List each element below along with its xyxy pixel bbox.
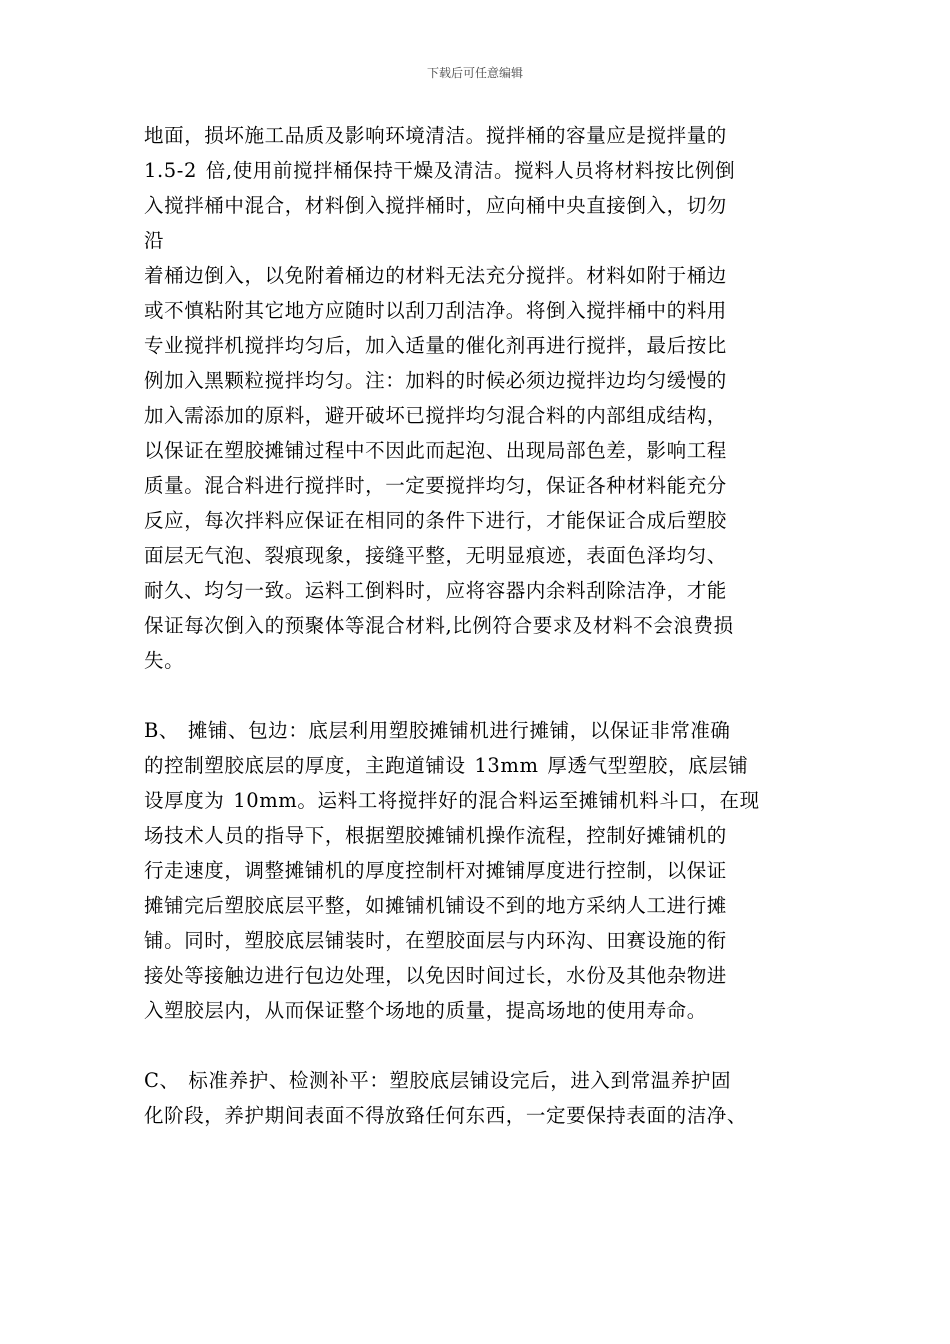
text-line: 地面，损坏施工品质及影响环境清洁。搅拌桶的容量应是搅拌量的 (144, 124, 727, 147)
text-line: 沿 (144, 229, 165, 252)
text-line: 铺。同时，塑胶底层铺装时，在塑胶面层与内环沟、田赛设施的衔 (144, 929, 727, 952)
text-line: 行走速度，调整摊铺机的厚度控制杆对摊铺厚度进行控制，以保证 (144, 859, 727, 882)
text-line: 耐久、均匀一致。运料工倒料时，应将容器内余料刮除洁净，才能 (144, 579, 727, 602)
text-line: 质量。混合料进行搅拌时，一定要搅拌均匀，保证各种材料能充分 (144, 474, 727, 497)
text-line: 面层无气泡、裂痕现象，接缝平整，无明显痕迹，表面色泽均匀、 (144, 544, 727, 567)
text-line: 反应，每次拌料应保证在相同的条件下进行，才能保证合成后塑胶 (144, 509, 727, 532)
text-line: 1.5-2 倍,使用前搅拌桶保持干燥及清洁。搅料人员将材料按比例倒 (144, 159, 736, 182)
text-line: 专业搅拌机搅拌均匀后，加入适量的催化剂再进行搅拌，最后按比 (144, 334, 727, 357)
document-body (144, 118, 809, 1133)
text-line: 的控制塑胶底层的厚度，主跑道铺设 13mm 厚透气型塑胶，底层铺 (144, 754, 749, 777)
paragraph-gap (144, 678, 809, 713)
text-line: 化阶段，养护期间表面不得放臵任何东西，一定要保持表面的洁净、 (144, 1104, 748, 1127)
text-line: 着桶边倒入，以免附着桶边的材料无法充分搅拌。材料如附于桶边 (144, 264, 727, 287)
text-line: 失。 (144, 649, 185, 672)
text-line: B、 摊铺、包边：底层利用塑胶摊铺机进行摊铺，以保证非常准确 (144, 719, 731, 742)
paragraph-section-b (144, 713, 809, 1028)
paragraph-gap (144, 1028, 809, 1063)
text-line: 或不慎粘附其它地方应随时以刮刀刮洁净。将倒入搅拌桶中的料用 (144, 299, 727, 322)
paragraph-section-c (144, 1063, 809, 1133)
text-line: 加入需添加的原料，避开破坏已搅拌均匀混合料的内部组成结构， (144, 404, 727, 427)
paragraph-mixing (144, 118, 809, 678)
text-line: 场技术人员的指导下，根据塑胶摊铺机操作流程，控制好摊铺机的 (144, 824, 727, 847)
text-line: C、 标准养护、检测补平：塑胶底层铺设完后，进入到常温养护固 (144, 1069, 732, 1092)
page-header: 下载后可任意编辑 (426, 66, 523, 80)
text-line: 接处等接触边进行包边处理，以免因时间过长，水份及其他杂物进 (144, 964, 727, 987)
text-line: 入搅拌桶中混合，材料倒入搅拌桶时，应向桶中央直接倒入，切勿 (144, 194, 727, 217)
text-line: 入塑胶层内，从而保证整个场地的质量，提高场地的使用寿命。 (144, 999, 707, 1022)
text-line: 摊铺完后塑胶底层平整，如摊铺机铺设不到的地方采纳人工进行摊 (144, 894, 727, 917)
text-line: 例加入黑颗粒搅拌均匀。注：加料的时候必须边搅拌边均匀缓慢的 (144, 369, 727, 392)
text-line: 保证每次倒入的预聚体等混合材料,比例符合要求及材料不会浪费损 (144, 614, 734, 637)
text-line: 以保证在塑胶摊铺过程中不因此而起泡、出现局部色差，影响工程 (144, 439, 727, 462)
text-line: 设厚度为 10mm。运料工将搅拌好的混合料运至摊铺机料斗口，在现 (144, 789, 760, 812)
